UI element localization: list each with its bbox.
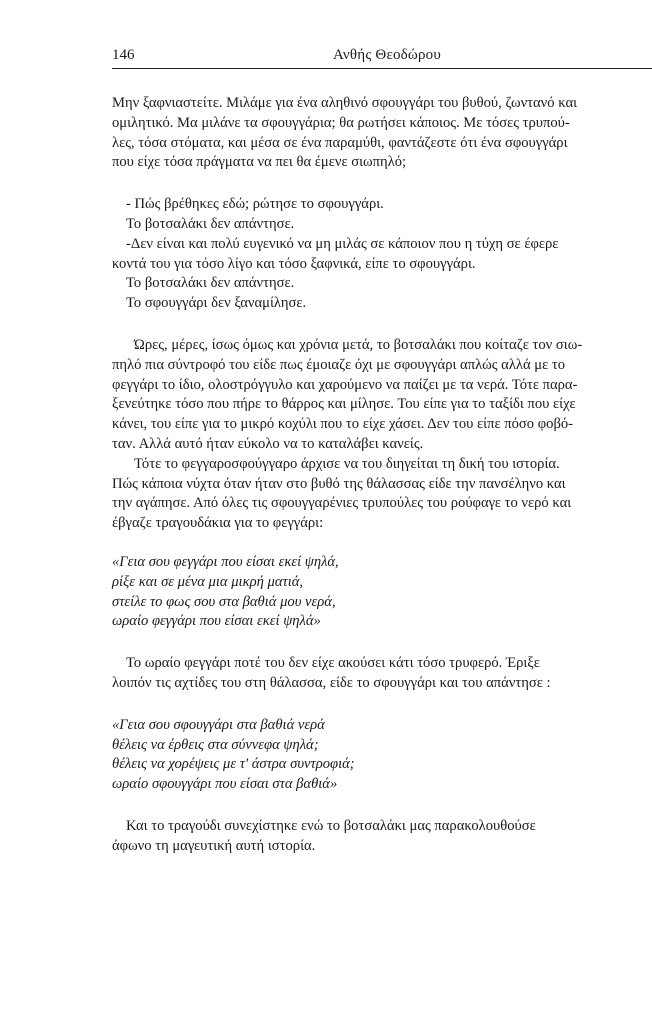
text-line: άφωνο τη μαγευτική αυτή ιστορία.	[112, 837, 316, 854]
dialogue-line: - Πώς βρέθηκες εδώ; ρώτησε το σφουγγάρι.	[126, 196, 384, 213]
text-line: έβγαζε τραγουδάκια για το φεγγάρι:	[112, 515, 324, 532]
text-line: ταν. Αλλά αυτό ήταν εύκολο να το καταλάβει κανείς.	[112, 435, 424, 452]
verse-line: ρίξε και σε μένα μια μικρή ματιά,	[112, 573, 304, 590]
text-line: λες, τόσα στόματα, και μέσα σε ένα παραμύθι, φαντάζεστε ότι ένα σφουγγάρι	[112, 134, 568, 151]
text-line: Και το τραγούδι συνεχίστηκε ενώ το βοτσαλάκι μας παρακολουθούσε	[126, 817, 536, 834]
text-line: Ώρες, μέρες, ίσως όμως και χρόνια μετά, το βοτσαλάκι που κοίταζε τον σιω-	[134, 336, 583, 353]
text-line: φεγγάρι το ίδιο, ολοστρόγγυλο και χαρούμενο να παίζει με τα νερά. Τότε παρα-	[112, 376, 578, 393]
text-line: Μην ξαφνιαστείτε. Μιλάμε για ένα αληθινό σφουγγάρι του βυθού, ζωντανό και	[112, 95, 578, 111]
page-header	[112, 47, 652, 65]
verse-line: θέλεις να χορέψεις με τ' άστρα συντροφιά;	[112, 756, 355, 773]
paragraph-gap	[112, 173, 652, 195]
header-rule	[112, 68, 652, 69]
paragraph-intro	[112, 94, 652, 173]
verse-line: στείλε το φως σου στα βαθιά μου νερά,	[112, 593, 336, 610]
paragraph-pebble	[112, 336, 652, 455]
dialogue-line: Το βοτσαλάκι δεν απάντησε.	[126, 275, 295, 292]
dialogue-line: Το βοτσαλάκι δεν απάντησε.	[126, 215, 295, 232]
paragraph-gap	[112, 694, 652, 716]
paragraph-moon-reply	[112, 654, 652, 694]
song-verse-moon	[112, 716, 652, 795]
paragraph-gap	[112, 795, 652, 817]
text-line: κάνει, του είπε για το μικρό κοχύλι που το είχε χάσει. Δεν του είπε πόσο φοβό-	[112, 416, 574, 433]
body-text	[112, 94, 652, 857]
verse-line: ωραίο φεγγάρι που είσαι εκεί ψηλά»	[112, 613, 321, 630]
dialogue-line: κοντά του για τόσο λίγο και τόσο ξαφνικά, είπε το σφουγγάρι.	[112, 255, 476, 272]
dialogue-line: -Δεν είναι και πολύ ευγενικό να μη μιλάς σε κάποιον που η τύχη σε έφερε	[126, 235, 559, 252]
paragraph-moon-sponge	[112, 455, 652, 534]
verse-line: ωραίο σφουγγάρι που είσαι στα βαθιά»	[112, 776, 338, 793]
paragraph-gap	[112, 632, 652, 654]
verse-line: θέλεις να έρθεις στα σύννεφα ψηλά;	[112, 736, 319, 753]
text-line: την αγάπησε. Από όλες τις σφουγγαρένιες τρυπούλες του ρούφαγε το νερό και	[112, 495, 572, 512]
dialogue-line: Το σφουγγάρι δεν ξαναμίλησε.	[126, 295, 307, 312]
text-line: Το ωραίο φεγγάρι ποτέ του δεν είχε ακούσει κάτι τόσο τρυφερό. Έριξε	[126, 655, 540, 672]
page-number: 146	[112, 47, 135, 63]
dialogue-block	[112, 195, 652, 314]
paragraph-closing	[112, 817, 652, 857]
text-line: που είχε τόσα πράγματα να πει θα έμενε σιωπηλό;	[112, 154, 407, 171]
text-line: Πώς κάποια νύχτα όταν ήταν στο βυθό της θάλασσας είδε την πανσέληνο και	[112, 475, 566, 492]
verse-line: «Γεια σου σφουγγάρι στα βαθιά νερά	[112, 716, 325, 733]
text-line: πηλό πια σύντροφό του είδε πως έμοιαζε όχι με σφουγγάρι απλώς αλλά με το	[112, 356, 566, 373]
text-line: Τότε το φεγγαροσφούγγαρο άρχισε να του διηγείται τη δική του ιστορία.	[134, 455, 560, 472]
paragraph-gap	[112, 314, 652, 336]
text-line: ομιλητικό. Μα μιλάνε τα σφουγγάρια; θα ρωτήσει κάποιος. Με τόσες τρυπού-	[112, 114, 570, 131]
text-line: λοιπόν τις αχτίδες του στη θάλασσα, είδε το σφουγγάρι και του απάντησε :	[112, 674, 551, 691]
running-title: Ανθής Θεοδώρου	[333, 47, 442, 63]
verse-line: «Γεια σου φεγγάρι που είσαι εκεί ψηλά,	[112, 553, 339, 570]
paragraph-gap	[112, 534, 652, 553]
song-verse-sponge	[112, 553, 652, 632]
text-line: ξενεύτηκε τόσο που πήρε το θάρρος και μίλησε. Του είπε για το ταξίδι που είχε	[112, 396, 576, 413]
